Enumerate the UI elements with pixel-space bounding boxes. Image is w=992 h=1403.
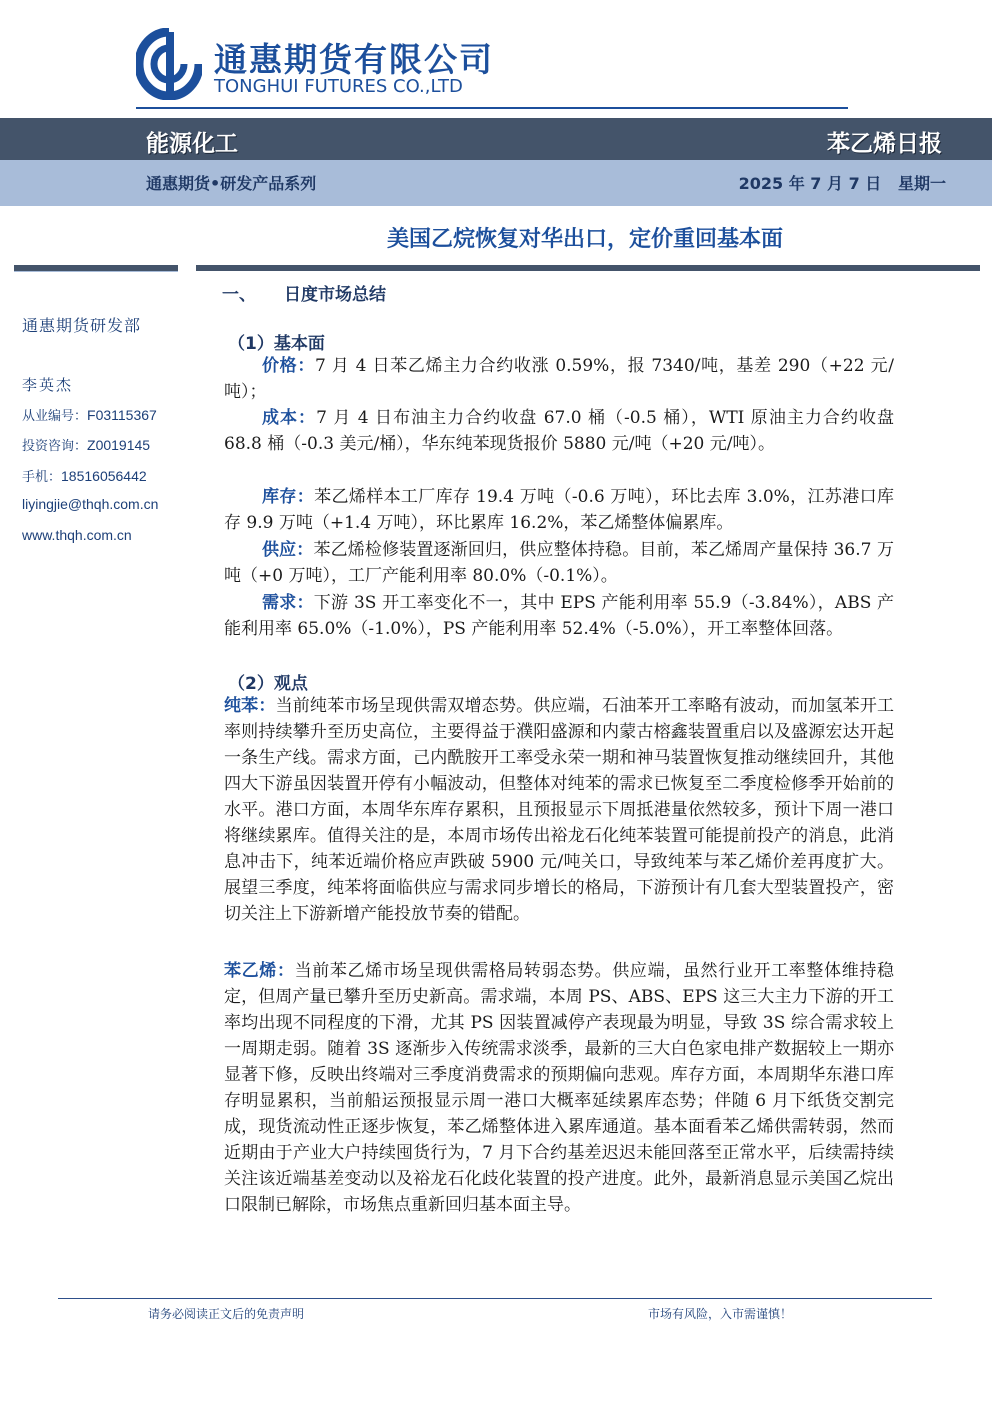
logo-divider (136, 107, 848, 109)
sidebar-website[interactable]: www.thqh.com.cn (22, 527, 132, 543)
footer-risk-warning: 市场有风险，入市需谨慎！ (648, 1307, 793, 1321)
sidebar-license (22, 405, 157, 424)
price-label: 价格： (262, 356, 316, 376)
company-name-en: TONGHUI FUTURES CO.,LTD (214, 76, 463, 97)
section-title: 日度市场总结 (284, 285, 386, 305)
company-logo-icon (136, 28, 202, 100)
fundamentals-heading: （1）基本面 (228, 334, 325, 354)
benzene-paragraph (224, 693, 894, 927)
page-title: 美国乙烷恢复对华出口，定价重回基本面 (386, 227, 783, 252)
phone-value: 18516056442 (61, 468, 147, 484)
consult-value: Z0019145 (87, 437, 151, 453)
benzene-text: 当前纯苯市场呈现供需双增态势。供应端，石油苯开工率略有波动，而加氢苯开工率则持续攀升至历史高位，主要得益于濮阳盛源和内蒙古榕鑫装置重启以及盛源宏达开起一条生产线。需求方面，己内酰胺开工率受永荣一期和神马装置恢复推动继续回升，其他四大下游虽因装置开停有小幅波动，但整体对纯苯的需求已恢复至二季度检修季开始前的水平。港口方面，本周华东库存累积，且预报显示下周抵港量依然较多，预计下周一港口将继续累库。值得关注的是，本周市场传出裕龙石化纯苯装置可能提前投产的消息，此消息冲击下，纯苯近端价格应声跌破 5900 元/吨关口，导致纯苯与苯乙烯价差再度扩大。展望三季度，纯苯将面临供应与需求同步增长的格局，下游预计有几套大型装置投产，密切关注上下游新增产能投放节奏的错配。 (224, 696, 895, 924)
inventory-label: 库存： (262, 487, 315, 507)
demand-text: 下游 3S 开工率变化不一，其中 EPS 产能利用率 55.9（-3.84%），ABS 产能利用率 65.0%（-1.0%），PS 产能利用率 52.4%（-5.0%），开工率整体回落。 (224, 593, 895, 639)
title-rule-right (196, 265, 980, 271)
report-date: 2025 年 7 月 7 日 星期一 (738, 174, 946, 193)
price-paragraph (224, 353, 894, 405)
report-name: 苯乙烯日报 (827, 131, 942, 157)
styrene-paragraph (224, 958, 894, 1218)
section-number: 一、 (222, 285, 256, 305)
styrene-text: 当前苯乙烯市场呈现供需格局转弱态势。供应端，虽然行业开工率整体维持稳定，但周产量已攀升至历史新高。需求端，本周 PS、ABS、EPS 这三大主力下游的开工率均出现不同程度的下滑，尤其 PS 因装置减停产表现最为明显，导致 3S 综合需求较上一周期走弱。随着 3S 逐渐步入传统需求淡季，最新的三大白色家电排产数据较上一期亦显著下修，反映出终端对三季度消费需求的预期偏向悲观。库存方面，本周期华东港口库存明显累积，当前船运预报显示周一港口大概率延续累库态势；伴随 6 月下纸货交割完成，现货流动性正逐步恢复，苯乙烯整体进入累库通道。基本面看苯乙烯供需转弱，然而近期由于产业大户持续囤货行为，7 月下合约基差迟迟未能回落至正常水平，后续需持续关注该近端基差变动以及裕龙石化歧化装置的投产进度。此外，最新消息显示美国乙烷出口限制已解除，市场焦点重新回归基本面主导。 (224, 961, 895, 1215)
sidebar-analyst: 李英杰 (22, 376, 74, 394)
sidebar-consult (22, 435, 150, 454)
inventory-text: 苯乙烯样本工厂库存 19.4 万吨（-0.6 万吨），环比去库 3.0%，江苏港口库存 9.9 万吨（+1.4 万吨），环比累库 16.2%，苯乙烯整体偏累库。 (224, 487, 895, 533)
consult-label: 投资咨询： (22, 439, 88, 454)
cost-paragraph (224, 405, 894, 457)
supply-label: 供应： (262, 540, 314, 560)
footer-divider (58, 1298, 932, 1299)
license-value: F03115367 (87, 407, 157, 423)
phone-label: 手机： (22, 470, 62, 485)
cost-text: 7 月 4 日布油主力合约收盘 67.0 桶（-0.5 桶），WTI 原油主力合约收盘 68.8 桶（-0.3 美元/桶），华东纯苯现货报价 5880 元/吨（+20 元/吨）。 (224, 408, 895, 454)
demand-paragraph (224, 590, 894, 642)
cost-label: 成本： (262, 408, 317, 428)
page-title-wrap (0, 222, 992, 253)
section-heading (222, 280, 386, 305)
sector-label: 能源化工 (146, 131, 238, 157)
benzene-label: 纯苯： (224, 696, 276, 716)
supply-paragraph (224, 537, 894, 589)
price-text: 7 月 4 日苯乙烯主力合约收涨 0.59%，报 7340/吨，基差 290（+22 元/吨）； (224, 356, 894, 402)
sidebar-department: 通惠期货研发部 (22, 316, 142, 335)
styrene-label: 苯乙烯： (224, 961, 295, 981)
sidebar-email[interactable]: liyingjie@thqh.com.cn (22, 496, 159, 512)
title-rule-left-thin (14, 271, 178, 272)
sidebar-phone (22, 466, 147, 485)
supply-text: 苯乙烯检修装置逐渐回归，供应整体持稳。目前，苯乙烯周产量保持 36.7 万吨（+0 万吨），工厂产能利用率 80.0%（-0.1%）。 (224, 540, 894, 586)
company-name-cn: 通惠期货有限公司 (214, 40, 494, 79)
series-label: 通惠期货•研发产品系列 (146, 174, 317, 193)
demand-label: 需求： (262, 593, 314, 613)
license-label: 从业编号： (22, 409, 88, 424)
views-heading: （2）观点 (228, 674, 308, 694)
inventory-paragraph (224, 484, 894, 536)
footer-disclaimer: 请务必阅读正文后的免责声明 (148, 1307, 305, 1321)
